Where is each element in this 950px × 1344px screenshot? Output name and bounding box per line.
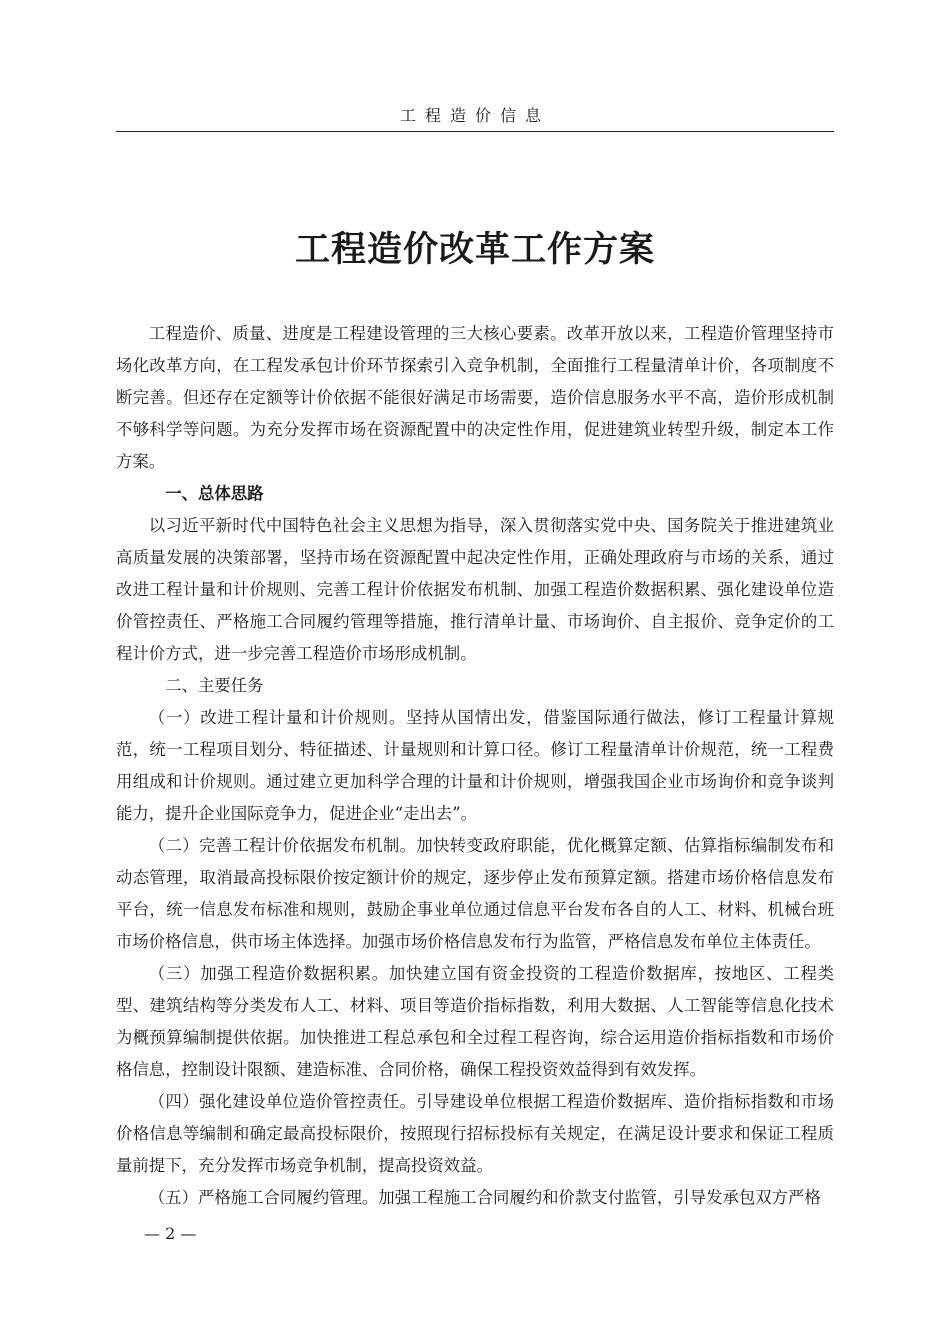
task-paragraph-3: （三）加强工程造价数据积累。加快建立国有资金投资的工程造价数据库，按地区、工程类型、建筑结构等分类发布人工、材料、项目等造价指标指数，利用大数据、人工智能等信息化技术为概预算编制提供依据。加快推进工程总承包和全过程工程咨询，综合运用造价指标指数和市场价格信息，控制设计限额、建造标准、合同价格，确保工程投资效益得到有效发挥。: [116, 964, 834, 1079]
section-heading-main-tasks: 二、主要任务: [165, 676, 264, 695]
document-body: [116, 318, 834, 1214]
task-paragraph-1: （一）改进工程计量和计价规则。坚持从国情出发，借鉴国际通行做法，修订工程量计算规范，统一工程项目划分、特征描述、计量规则和计算口径。修订工程量清单计价规范，统一工程费用组成和计价规则。通过建立更加科学合理的计量和计价规则，增强我国企业市场询价和竞争谈判能力，提升企业国际竞争力，促进企业“走出去”。: [116, 708, 834, 823]
intro-paragraph: 工程造价、质量、进度是工程建设管理的三大核心要素。改革开放以来，工程造价管理坚持市场化改革方向，在工程发承包计价环节探索引入竞争机制，全面推行工程量清单计价，各项制度不断完善。但还存在定额等计价依据不能很好满足市场需要，造价信息服务水平不高，造价形成机制不够科学等问题。为充分发挥市场在资源配置中的决定性作用，促进建筑业转型升级，制定本工作方案。: [116, 324, 834, 471]
page-number: — 2 —: [144, 1224, 197, 1243]
running-header: 工程造价信息: [399, 106, 550, 125]
task-paragraph-2: （二）完善工程计价依据发布机制。加快转变政府职能，优化概算定额、估算指标编制发布和动态管理，取消最高投标限价按定额计价的规定，逐步停止发布预算定额。搭建市场价格信息发布平台，统一信息发布标准和规则，鼓励企事业单位通过信息平台发布各自的人工、材料、机械台班市场价格信息，供市场主体选择。加强市场价格信息发布行为监管，严格信息发布单位主体责任。: [116, 836, 834, 951]
header-divider: [116, 131, 834, 132]
task-paragraph-5: （五）严格施工合同履约管理。加强工程施工合同履约和价款支付监管，引导发承包双方严格: [148, 1188, 821, 1207]
document-title: 工程造价改革工作方案: [294, 229, 655, 270]
section-heading-overall-approach: 一、总体思路: [165, 484, 264, 503]
task-paragraph-4: （四）强化建设单位造价管控责任。引导建设单位根据工程造价数据库、造价指标指数和市场价格信息等编制和确定最高投标限价，按照现行招标投标有关规定，在满足设计要求和保证工程质量前提下，充分发挥市场竞争机制，提高投资效益。: [116, 1092, 834, 1175]
overall-approach-paragraph: 以习近平新时代中国特色社会主义思想为指导，深入贯彻落实党中央、国务院关于推进建筑业高质量发展的决策部署，坚持市场在资源配置中起决定性作用，正确处理政府与市场的关系，通过改进工程计量和计价规则、完善工程计价依据发布机制、加强工程造价数据积累、强化建设单位造价管控责任、严格施工合同履约管理等措施，推行清单计量、市场询价、自主报价、竞争定价的工程计价方式，进一步完善工程造价市场形成机制。: [116, 516, 834, 663]
